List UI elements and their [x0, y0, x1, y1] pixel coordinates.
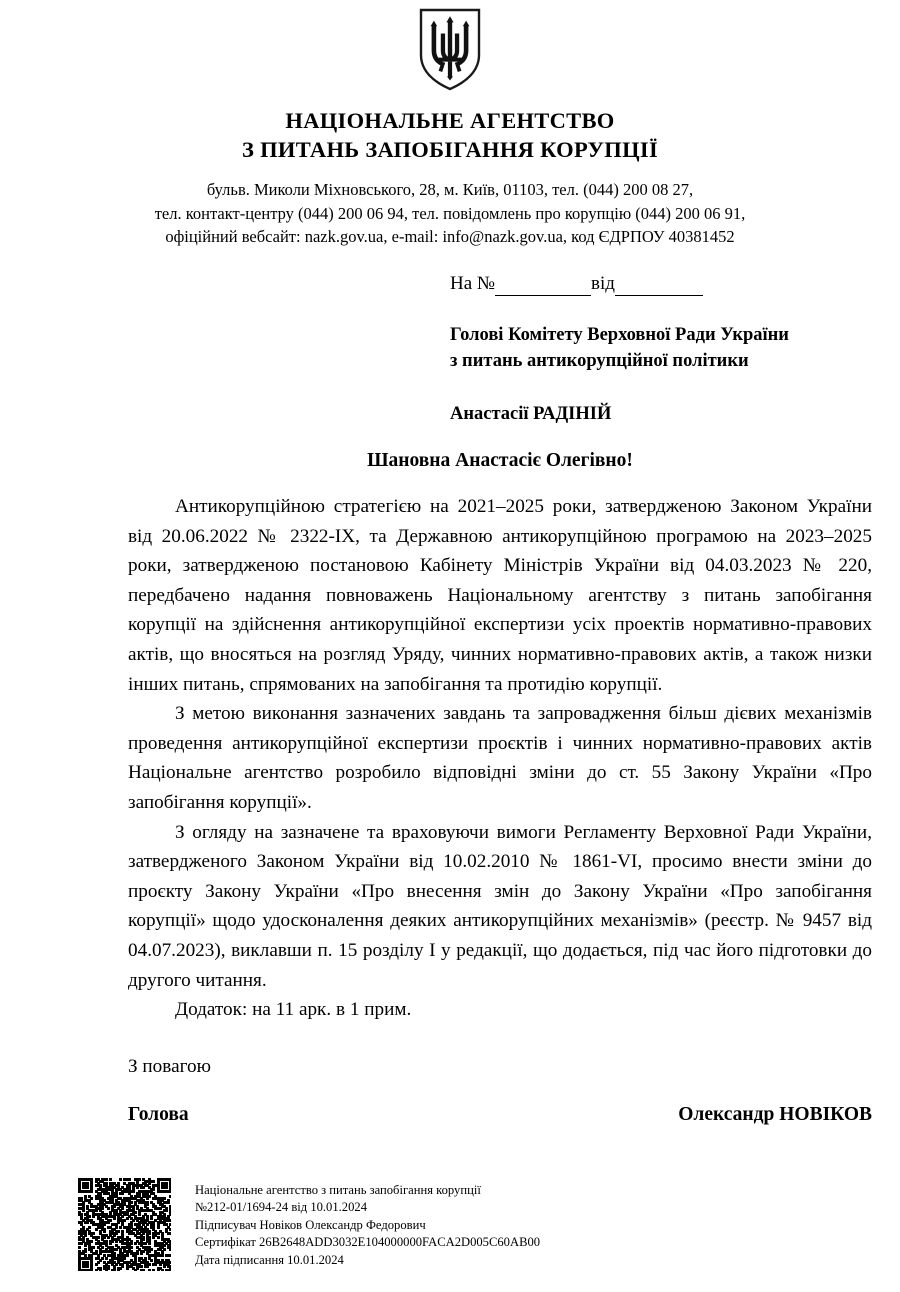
signature-detail-sign-date: Дата підписання 10.01.2024 — [195, 1252, 344, 1267]
letter-body — [128, 492, 872, 1025]
signature-detail-document-number: №212-01/1694-24 від 10.01.2024 — [195, 1200, 367, 1215]
ukraine-coat-of-arms-trident-icon — [418, 8, 482, 92]
addressee-name: Анастасії РАДІНІЙ — [450, 404, 612, 424]
salutation: Шановна Анастасіє Олегівно! — [367, 450, 633, 471]
reference-number-field[interactable] — [495, 280, 591, 296]
closing-phrase: З повагою — [128, 1056, 211, 1077]
reference-date-label: від — [591, 273, 615, 294]
contact-line-address: бульв. Миколи Міхновського, 28, м. Київ, 01103, тел. (044) 200 08 27, — [206, 180, 694, 199]
addressee-block — [450, 322, 880, 427]
body-paragraph-2: З метою виконання зазначених завдань та запровадження більш дієвих механізмів проведення антикорупційної експертизи проєктів і чинних нормативно-правових актів Національне агентство розробило відповідні зміни до ст. 55 Закону України «Про запобігання корупції». — [128, 703, 872, 813]
reference-date-field[interactable] — [615, 280, 703, 296]
organisation-title-line-1: НАЦІОНАЛЬНЕ АГЕНТСТВО — [285, 108, 615, 133]
attachment-note: Додаток: на 11 арк. в 1 прим. — [175, 999, 412, 1021]
organisation-title-line-2: З ПИТАНЬ ЗАПОБІГАННЯ КОРУПЦІЇ — [242, 137, 658, 162]
signature-detail-certificate: Сертифікат 26B2648ADD3032E104000000FACA2D005C60AB00 — [195, 1235, 541, 1250]
reference-number-label: На № — [450, 273, 496, 294]
contact-details — [60, 178, 840, 249]
contact-line-web-email: офіційний вебсайт: nazk.gov.ua, e-mail: info@nazk.gov.ua, код ЄДРПОУ 40381452 — [165, 227, 735, 246]
digital-signature-details — [195, 1178, 540, 1269]
digital-signature-footer — [78, 1178, 540, 1271]
letterhead — [60, 106, 840, 249]
addressee-line-1: Голові Комітету Верховної Ради України — [450, 325, 789, 345]
body-paragraph-1: Антикорупційною стратегією на 2021–2025 роки, затвердженою Законом України від 20.06.2022 № 2322-IX, та Державною антикорупційною програмою на 2023–2025 роки, затвердженою постановою Кабінету Міністрів України від 04.03.2023 № 220, передбачено надання повноважень Національному агентству з питань запобігання корупції на здійснення антикорупційної експертизи усіх проектів нормативно-правових актів, що вносяться на розгляд Уряду, чинних нормативно-правових актів, а також низки інших питань, спрямованих на запобігання та протидію корупції. — [128, 496, 872, 695]
body-paragraph-3: З огляду на зазначене та враховуючи вимоги Регламенту Верховної Ради України, затвердженого Законом України від 10.02.2010 № 1861-VI, просимо внести зміни до проєкту Закону України «Про внесення змін до Закону України «Про запобігання корупції» щодо удосконалення деяких антикорупційних механізмів» (реєстр. № 9457 від 04.07.2023), виклавши п. 15 розділу I у редакції, що додається, під час його підготовки до другого читання. — [128, 821, 872, 991]
addressee-line-2: з питань антикорупційної політики — [450, 351, 749, 371]
signatory-name: Олександр НОВІКОВ — [678, 1104, 872, 1125]
signature-detail-organisation: Національне агентство з питань запобігання корупції — [195, 1183, 481, 1197]
signature-block — [128, 1104, 872, 1126]
contact-line-phones: тел. контакт-центру (044) 200 06 94, тел. повідомлень про корупцію (044) 200 06 91, — [154, 203, 746, 223]
reference-line — [450, 272, 703, 296]
qr-code-icon[interactable] — [78, 1178, 171, 1271]
emblem-container — [0, 8, 900, 92]
signature-detail-signer: Підписувач Новіков Олександр Федорович — [195, 1217, 426, 1232]
signatory-position: Голова — [128, 1104, 189, 1125]
